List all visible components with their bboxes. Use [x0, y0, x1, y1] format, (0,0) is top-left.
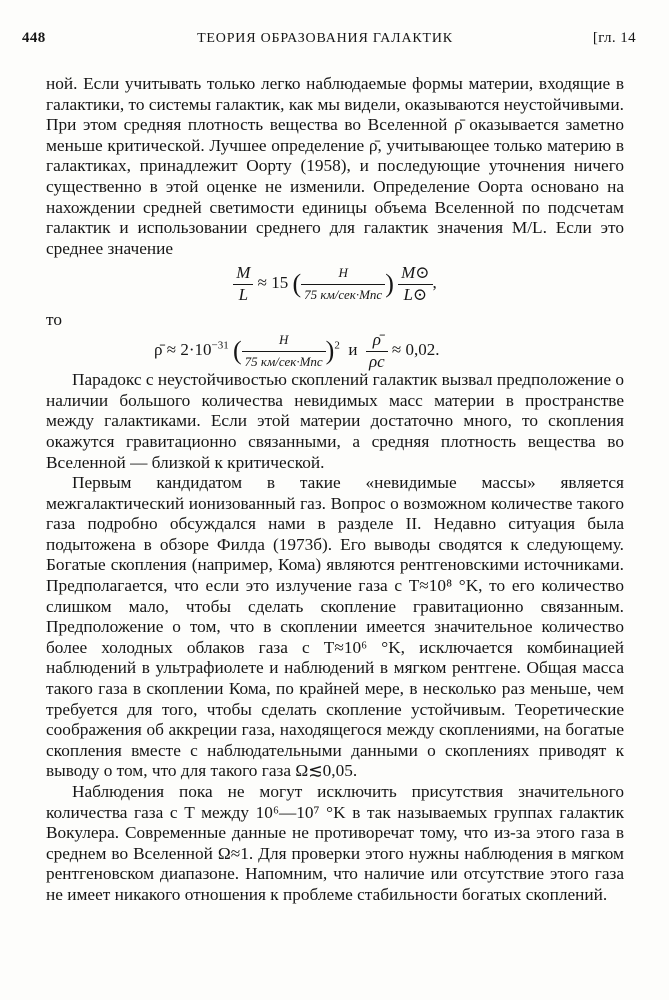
density-ratio: [366, 330, 388, 372]
density-result: ≈ 0,02.: [391, 340, 440, 360]
ratio-denominator: ρc: [368, 351, 385, 371]
density-exponent: −31: [211, 339, 229, 352]
ml-fraction: [233, 263, 253, 305]
formula-ml-ratio: [46, 263, 624, 305]
to-word: то: [46, 309, 62, 329]
ml-denominator: L: [238, 284, 249, 304]
formula1-comma: ,: [432, 273, 437, 293]
right-paren: ): [385, 269, 394, 299]
page-body: [46, 74, 624, 906]
page-number: 448: [22, 30, 46, 46]
chapter-label: [гл. 14: [592, 30, 636, 46]
hubble-numerator-2: H: [242, 330, 326, 352]
hubble-denominator-2: 75 км/сек·Мпс: [244, 353, 323, 369]
paragraph-2: Парадокс с неустойчивостью скоплений галактик вызвал предположение о наличии большого количества невидимых масс материи в пространстве между галактиками. Если этой материи достаточно много, то скопления окажутся гравитационно связанными, а средняя плотность вещества во Вселенной — близкой к критической.: [46, 370, 624, 472]
ml-coefficient: ≈ 15: [257, 273, 289, 293]
left-paren: (: [232, 335, 242, 365]
hubble-numerator: H: [301, 263, 385, 285]
formula-density-row: [46, 330, 624, 370]
right-paren: ): [325, 335, 335, 365]
solar-numerator: M⊙: [398, 263, 432, 285]
running-header: [14, 30, 636, 52]
conjunction: и: [348, 340, 358, 360]
hubble-denominator: 75 км/сек·Мпс: [304, 286, 383, 302]
hubble-fraction: [301, 263, 385, 305]
density-power: 2: [334, 339, 340, 352]
ratio-numerator: ρ̄: [366, 330, 388, 352]
hubble-fraction-2: [242, 330, 326, 372]
density-lhs: ρ̄ ≈ 2·10: [154, 340, 212, 360]
running-title: ТЕОРИЯ ОБРАЗОВАНИЯ ГАЛАКТИК: [197, 31, 453, 46]
solar-denominator: L⊙: [403, 284, 428, 304]
paragraph-3: Первым кандидатом в такие «невидимые массы» является межгалактический ионизованный газ. Вопрос о возможном количестве такого газа подробно обсуждался нами в разделе II. Недавно ситуация была подытожена в обзоре Филда (1973б). Его выводы сводятся к следующему. Богатые скопления (например, Кома) являются рентгеновскими источниками. Предполагается, что если это излучение газа с T≈10⁸ °K, то его количество слишком мало, чтобы сделать скопление гравитационно связанным. Предположение о том, что в скоплении имеется значительное количество более холодных облаков газа с T≈10⁶ °K, исключается комбинацией наблюдений в ультрафиолете и наблюдений в мягком рентгене. Общая масса такого газа в скоплении Кома, по крайней мере, в несколько раз меньше, чем требуется для того, чтобы сделать скопление устойчивым. Теоретические соображения об аккреции газа, находящегося между скоплениями, на богатые скопления вместе с наблюдательными данными о скоплениях приводят к выводу о том, что для такого газа Ω≲0,05.: [46, 473, 624, 781]
paragraph-4: Наблюдения пока не могут исключить присутствия значительного количества газа с T между 10⁶—10⁷ °K в так называемых группах галактик Вокулера. Современные данные не противоречат тому, что из-за этого газа в среднем во Вселенной Ω≈1. Для проверки этого нужны наблюдения в мягком рентгеновском диапазоне. Напомним, что наличие или отсутствие этого газа не имеет никакого отношения к проблеме стабильности богатых скоплений.: [46, 782, 624, 904]
solar-fraction: [398, 263, 432, 305]
left-paren: (: [292, 269, 302, 299]
ml-numerator: M: [233, 263, 253, 285]
paragraph-1: ной. Если учитывать только легко наблюдаемые формы материи, входящие в галактики, то системы галактик, как мы видели, оказываются неустойчивыми. При этом средняя плотность вещества во Вселенной ρ̄ оказывается заметно меньше критической. Лучшее определение ρ̄, учитывающее только материю в галактиках, принадлежит Оорту (1958), и последующие уточнения ничего существенно в этой оценке не изменили. Определение Оорта основано на нахождении средней светимости единицы объема Вселенной по подсчетам галактик и использовании среднего для галактик значения M/L. Если это среднее значение: [46, 74, 624, 258]
formula-density: [154, 330, 440, 372]
